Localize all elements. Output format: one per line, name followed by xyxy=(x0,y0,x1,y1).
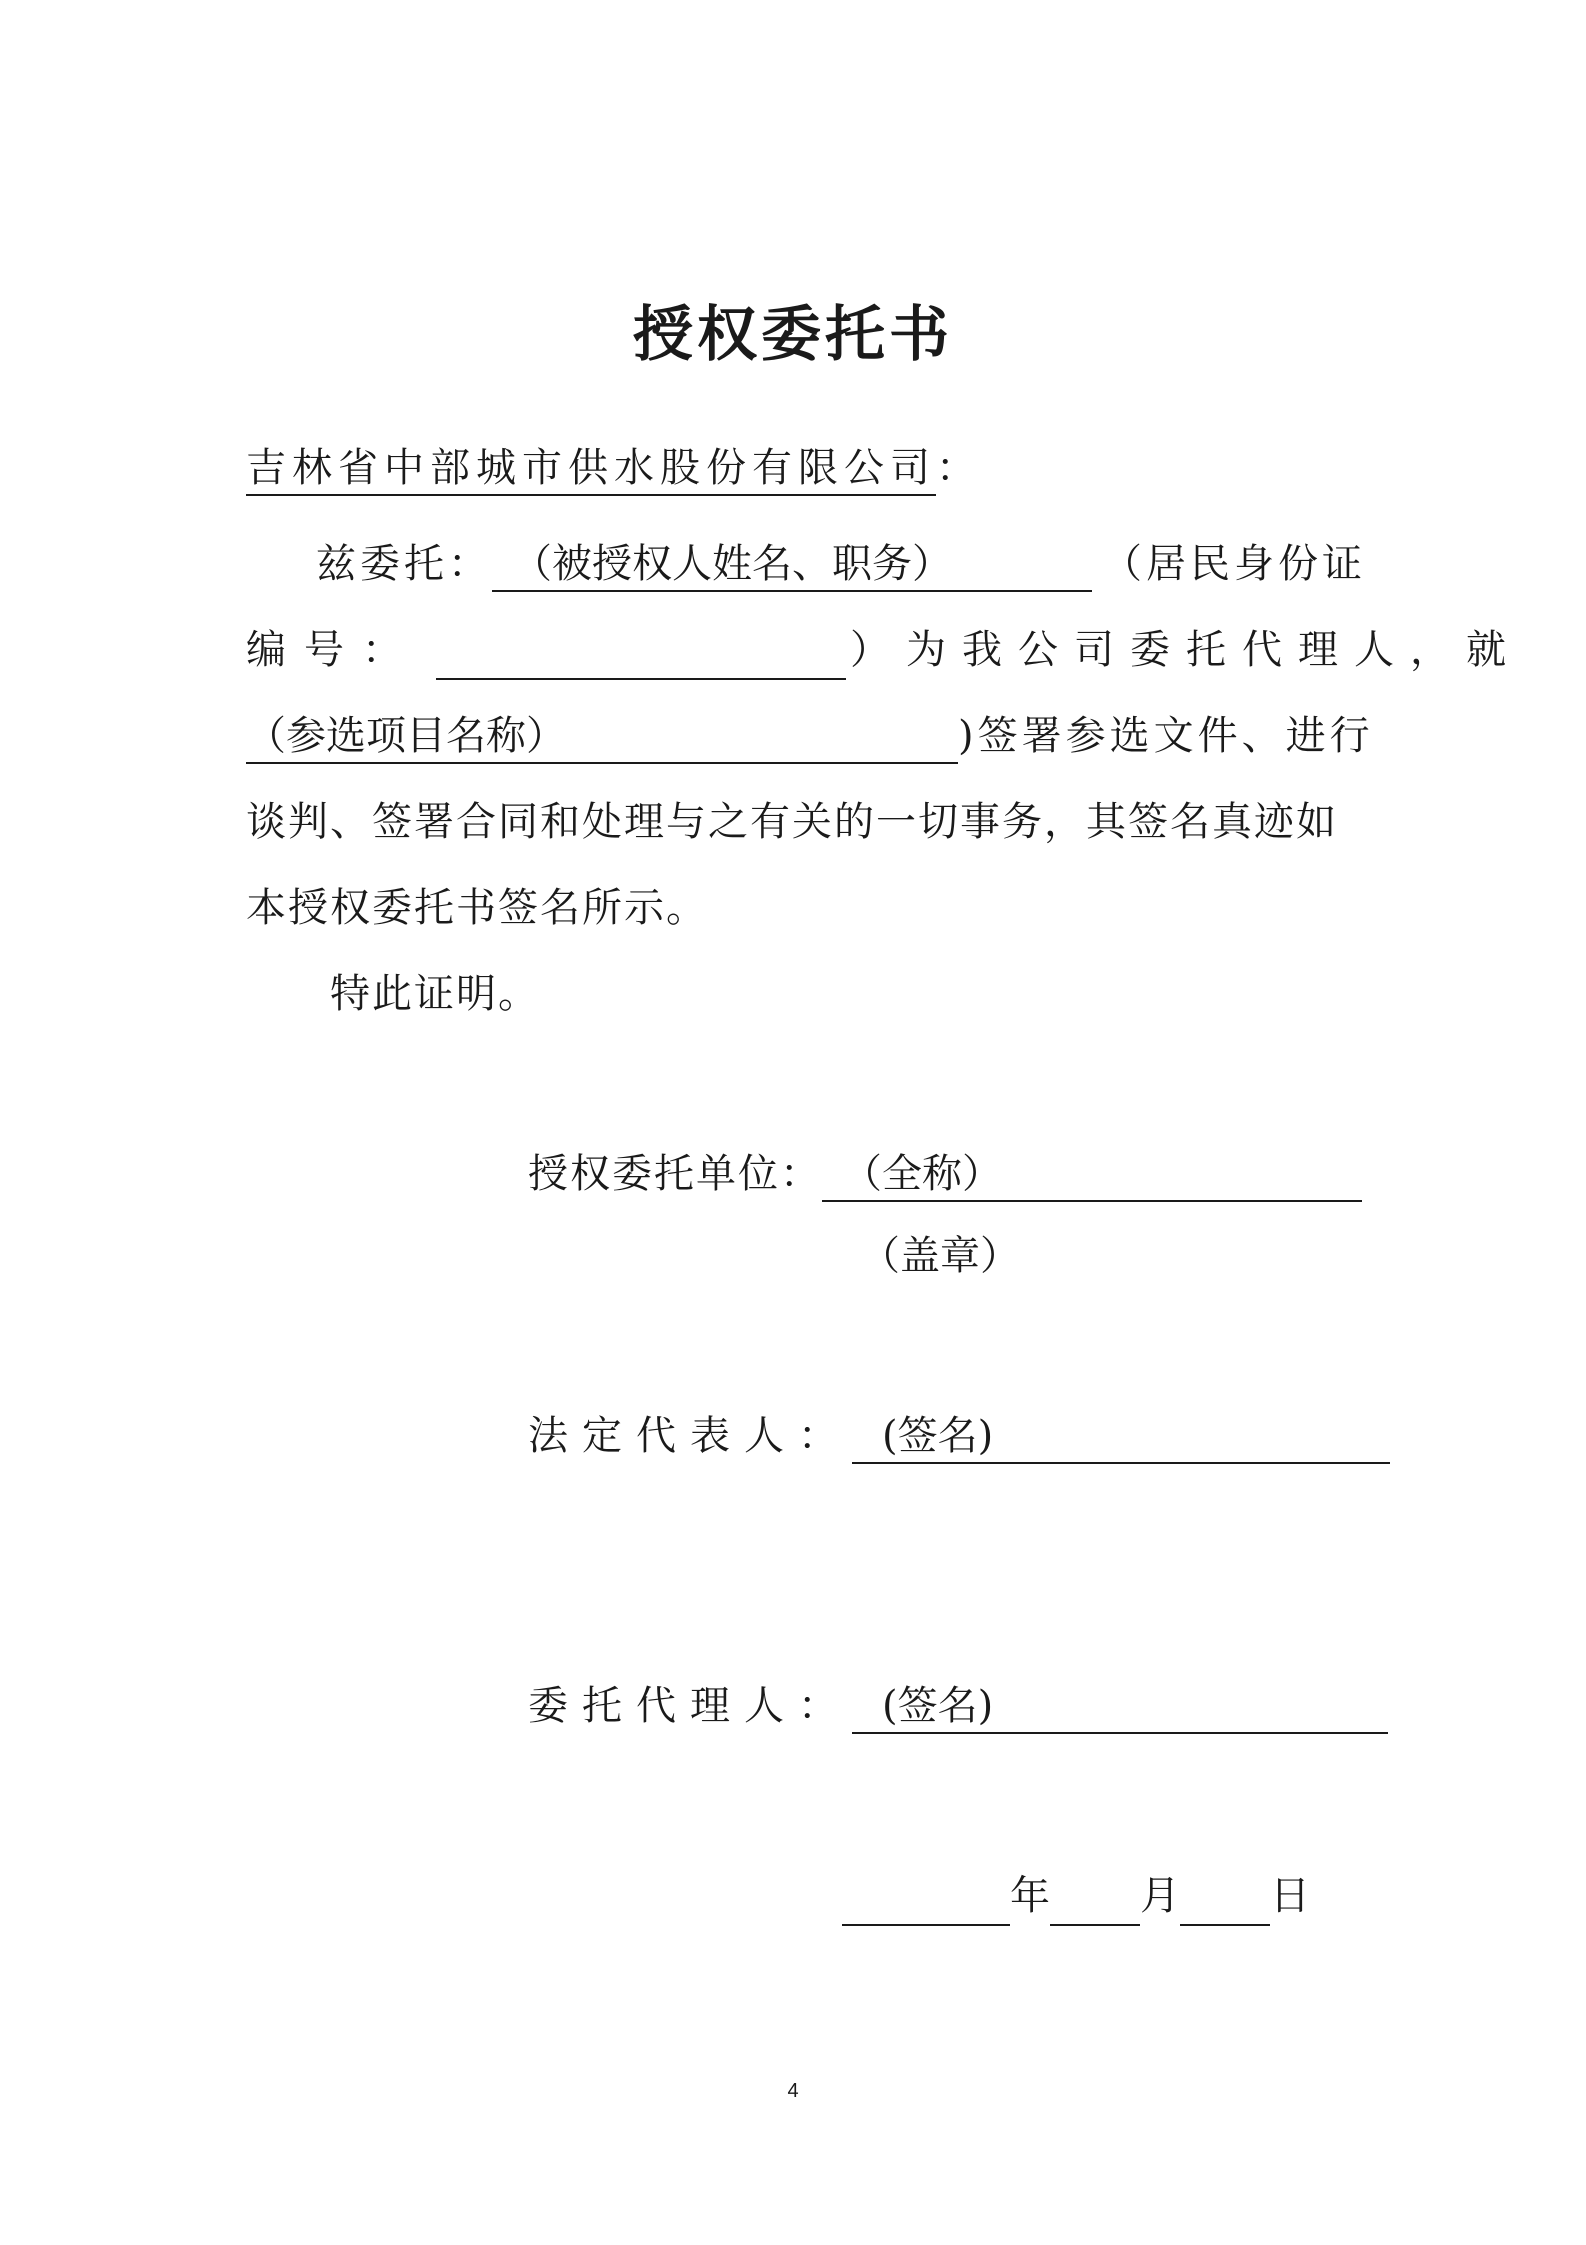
agent-appointment-text: ）为我公司委托代理人，就 xyxy=(850,627,1522,673)
day-label: 日 xyxy=(1270,1873,1310,1919)
month-blank xyxy=(1050,1876,1140,1926)
document-title: 授权委托书 xyxy=(633,300,953,370)
year-label: 年 xyxy=(1010,1873,1050,1919)
body-line-5 xyxy=(246,878,708,938)
addressee-line xyxy=(246,438,976,498)
seal-line xyxy=(860,1226,1020,1286)
addressee-colon: ： xyxy=(936,445,976,491)
id-card-label: （居民身份证 xyxy=(1102,541,1366,587)
body-line-2 xyxy=(246,620,1522,680)
body-text-line-5: 本授权委托书签名所示。 xyxy=(246,885,708,931)
grantee-name-field: （被授权人姓名、职务） xyxy=(492,538,1092,592)
month-label: 月 xyxy=(1140,1873,1180,1919)
addressee-company: 吉林省中部城市供水股份有限公司 xyxy=(246,442,936,496)
unit-line xyxy=(528,1144,1362,1204)
body-text-line-4: 谈判、签署合同和处理与之有关的一切事务，其签名真迹如 xyxy=(246,799,1338,845)
id-number-label: 编号： xyxy=(246,627,420,673)
page-number: 4 xyxy=(787,2080,799,2102)
body-line-1 xyxy=(316,534,1366,594)
project-name-field: （参选项目名称） xyxy=(246,710,958,764)
legal-rep-signature-field: (签名) xyxy=(852,1410,1390,1464)
unit-label: 授权委托单位： xyxy=(528,1151,822,1197)
agent-line xyxy=(528,1676,1388,1736)
entrust-label: 兹委托： xyxy=(316,541,492,587)
date-line xyxy=(842,1866,1310,1926)
legal-rep-line xyxy=(528,1406,1390,1466)
sign-documents-text: )签署参选文件、进行 xyxy=(958,713,1374,759)
agent-label: 委托代理人： xyxy=(528,1683,852,1729)
unit-full-name-field: （全称） xyxy=(822,1148,1362,1202)
certify-line xyxy=(330,964,540,1024)
year-blank xyxy=(842,1876,1010,1926)
body-line-3 xyxy=(246,706,1374,766)
id-number-blank xyxy=(436,630,846,680)
seal-text: （盖章） xyxy=(860,1233,1020,1279)
certify-text: 特此证明。 xyxy=(330,971,540,1017)
body-line-4 xyxy=(246,792,1338,852)
day-blank xyxy=(1180,1876,1270,1926)
legal-rep-label: 法定代表人： xyxy=(528,1413,852,1459)
agent-signature-field: (签名) xyxy=(852,1680,1388,1734)
